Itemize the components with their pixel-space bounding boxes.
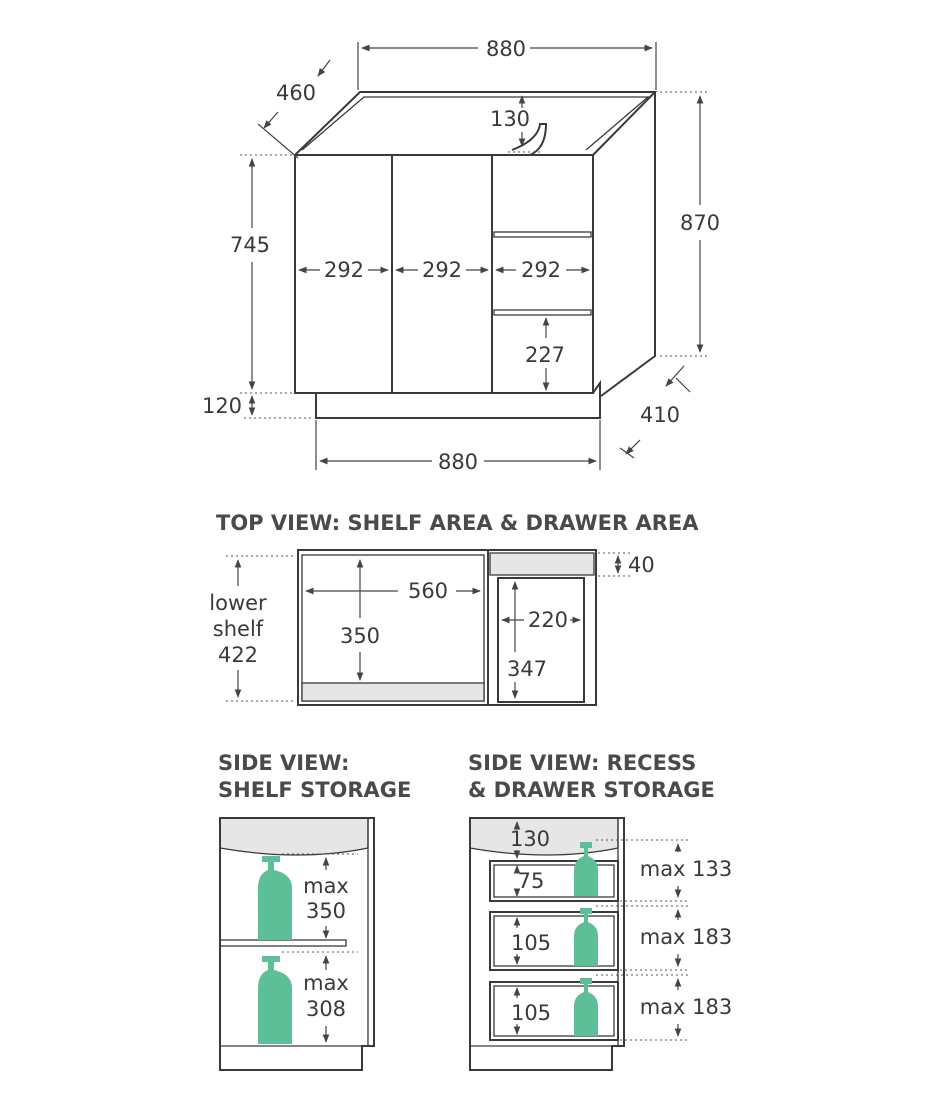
drawer-top-edge [494,232,591,237]
dim-total-height: 870 [679,211,721,235]
dim-body-height: 745 [229,233,271,257]
dim-plinth-depth: 410 [639,403,681,427]
upper-max-label: max [303,874,349,898]
lower-shelf-value: 422 [217,643,259,667]
dim-drawer-2-inner: 105 [510,931,552,955]
lower-max-value: 308 [305,997,347,1021]
dim-width-plinth: 880 [437,450,479,474]
lower-shelf-label-1: lower [209,591,267,615]
dim-basin-height: 130 [489,107,531,131]
upper-max-value: 350 [305,899,347,923]
side-drawer-heading-1: SIDE VIEW: RECESS [468,751,697,775]
side-shelf-heading-2: SHELF STORAGE [218,778,412,802]
dim-door-width-3: 292 [520,258,562,282]
dim-width-top: 880 [485,37,527,61]
side-view-drawer [468,751,732,1070]
drawer-mid-edge [494,310,591,315]
dim-door-width-1: 292 [323,258,365,282]
dim-shelf-width: 560 [407,579,449,603]
drawer-area [498,578,584,702]
front-perspective-view [202,37,720,474]
max-label-3: max 183 [639,995,733,1019]
drawer-2 [490,912,618,970]
bottle-icon-upper [258,856,292,940]
max-label-1: max 133 [639,857,733,881]
bottle-icon-drawer-3 [574,978,598,1036]
cabinet-top-inner [302,97,648,150]
top-view [209,511,699,705]
dim-drawer-width: 220 [527,608,569,632]
dim-depth-top: 460 [275,81,317,105]
dim-shelf-depth: 350 [339,624,381,648]
top-view-heading: TOP VIEW: SHELF AREA & DRAWER AREA [216,511,699,535]
shelf-board [220,940,346,946]
dim-drawer-depth: 347 [506,657,548,681]
dim-plinth-height: 120 [201,394,243,418]
dim-back-gap: 40 [628,553,655,577]
side-shelf-heading-1: SIDE VIEW: [218,751,350,775]
cabinet-top-outline [295,92,655,155]
dim-drawer-height: 227 [524,343,566,367]
shelf-front-strip [302,683,484,701]
drawer-3 [490,982,618,1040]
lower-max-label: max [303,971,349,995]
dim-recess: 130 [509,827,551,851]
plinth-outline [316,383,600,418]
bottle-icon-drawer-2 [574,908,598,966]
dim-drawer-3-inner: 105 [510,1001,552,1025]
drawer-1 [490,861,618,901]
bottle-icon-lower [258,956,292,1044]
drawer-back-gap [490,553,594,575]
dim-drawer-1-inner: 75 [517,869,545,893]
max-label-2: max 183 [639,925,733,949]
dim-door-width-2: 292 [421,258,463,282]
lower-shelf-label-2: shelf [212,617,264,641]
shelf-area [302,555,484,701]
side-drawer-heading-2: & DRAWER STORAGE [468,778,715,802]
side-view-shelf [218,751,411,1070]
side-shelf-outline [220,818,374,1070]
side-shelf-basin [220,818,368,855]
